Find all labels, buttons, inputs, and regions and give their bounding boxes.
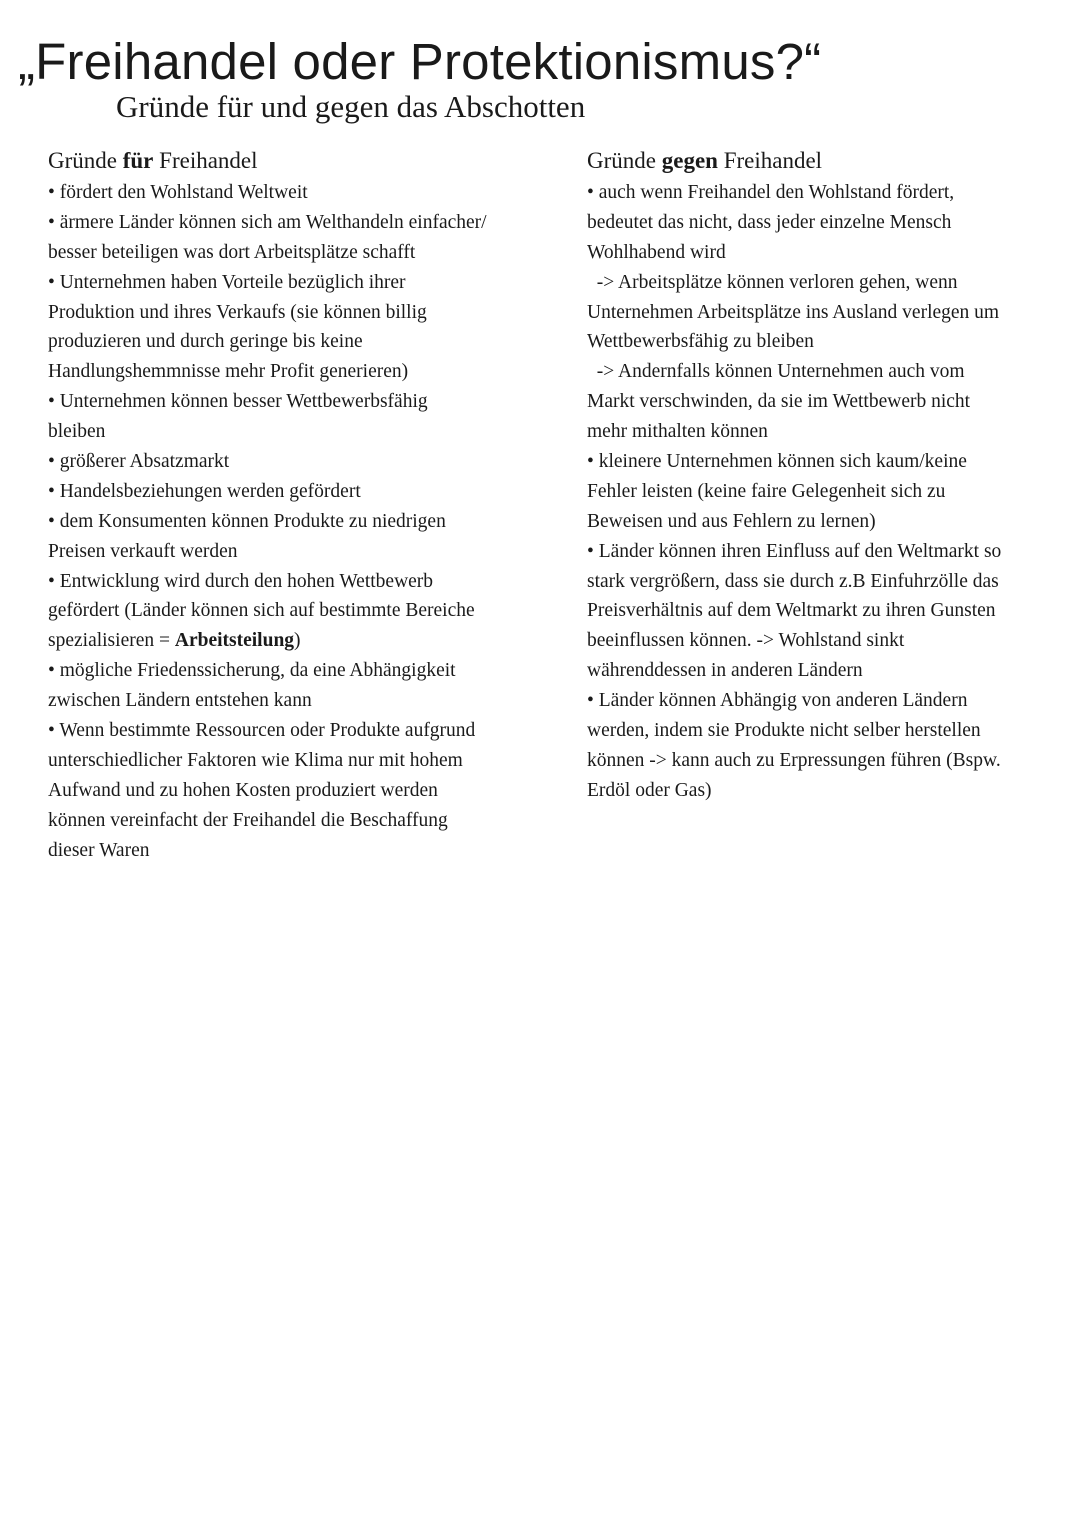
pro-freihandel-column bbox=[48, 146, 548, 865]
contra-freihandel-column bbox=[587, 146, 1037, 806]
arbeitsteilung-term: Arbeitsteilung bbox=[174, 630, 295, 652]
contra-line: Fehler leisten (keine faire Gelegenheit sich zu bbox=[587, 480, 946, 502]
contra-line: Wettbewerbsfähig zu bleiben bbox=[587, 331, 814, 353]
pro-line: • Unternehmen können besser Wettbewerbsfähig bbox=[48, 391, 428, 413]
contra-line: beeinflussen können. -> Wohlstand sinkt bbox=[587, 630, 905, 652]
contra-heading-post: Freihandel bbox=[717, 148, 823, 173]
arbeitsteilung-post: ) bbox=[294, 630, 301, 652]
pro-line: produzieren und durch geringe bis keine bbox=[48, 331, 363, 353]
contra-line: Wohlhabend wird bbox=[587, 241, 726, 263]
contra-line: bedeutet das nicht, dass jeder einzelne Mensch bbox=[587, 211, 952, 233]
contra-line: stark vergrößern, dass sie durch z.B Einfuhrzölle das bbox=[587, 570, 999, 592]
pro-line: • ärmere Länder können sich am Welthandeln einfacher/ bbox=[48, 211, 487, 233]
pro-line: • Unternehmen haben Vorteile bezüglich ihrer bbox=[48, 271, 406, 293]
contra-line: -> Andernfalls können Unternehmen auch vom bbox=[587, 361, 965, 383]
pro-line: • dem Konsumenten können Produkte zu niedrigen bbox=[48, 510, 446, 532]
contra-line: können -> kann auch zu Erpressungen führen (Bspw. bbox=[587, 749, 1001, 771]
pro-line: besser beteiligen was dort Arbeitsplätze schafft bbox=[48, 241, 416, 263]
contra-line: Beweisen und aus Fehlern zu lernen) bbox=[587, 510, 876, 532]
contra-line: • kleinere Unternehmen können sich kaum/keine bbox=[587, 451, 967, 473]
arbeitsteilung-pre: spezialisieren = bbox=[48, 630, 175, 652]
contra-line: Erdöl oder Gas) bbox=[587, 779, 712, 801]
pro-heading-post: Freihandel bbox=[153, 148, 258, 173]
contra-line: -> Arbeitsplätze können verloren gehen, wenn bbox=[587, 271, 958, 293]
pro-heading-bold: für bbox=[122, 148, 154, 173]
page-subtitle: Gründe für und gegen das Abschotten bbox=[116, 89, 586, 124]
pro-line: können vereinfacht der Freihandel die Beschaffung bbox=[48, 809, 448, 831]
contra-line: • Länder können Abhängig von anderen Ländern bbox=[587, 690, 968, 712]
page-title: „Freihandel oder Protektionismus?“ bbox=[18, 33, 822, 90]
pro-line: • mögliche Friedenssicherung, da eine Abhängigkeit bbox=[48, 660, 456, 682]
contra-heading-pre: Gründe bbox=[587, 148, 662, 173]
contra-heading bbox=[587, 146, 1037, 178]
pro-line: Aufwand und zu hohen Kosten produziert werden bbox=[48, 779, 438, 801]
pro-line: • Handelsbeziehungen werden gefördert bbox=[48, 480, 361, 502]
pro-line: Preisen verkauft werden bbox=[48, 540, 238, 562]
contra-line: mehr mithalten können bbox=[587, 421, 768, 443]
pro-line: dieser Waren bbox=[48, 839, 150, 861]
contra-line: Unternehmen Arbeitsplätze ins Ausland verlegen um bbox=[587, 301, 1000, 323]
pro-line: Handlungshemmnisse mehr Profit generieren) bbox=[48, 361, 409, 383]
contra-line: • auch wenn Freihandel den Wohlstand fördert, bbox=[587, 182, 955, 203]
contra-line: währenddessen in anderen Ländern bbox=[587, 660, 863, 682]
contra-line: werden, indem sie Produkte nicht selber herstellen bbox=[587, 720, 981, 742]
pro-line: • größerer Absatzmarkt bbox=[48, 451, 230, 473]
contra-line: • Länder können ihren Einfluss auf den Weltmarkt so bbox=[587, 540, 1002, 562]
pro-line: zwischen Ländern entstehen kann bbox=[48, 690, 312, 712]
pro-line: gefördert (Länder können sich auf bestimmte Bereiche bbox=[48, 600, 475, 622]
pro-line-arbeitsteilung bbox=[48, 626, 548, 656]
pro-heading bbox=[48, 146, 548, 178]
pro-line: Produktion und ihres Verkaufs (sie können billig bbox=[48, 301, 427, 323]
pro-line: • Entwicklung wird durch den hohen Wettbewerb bbox=[48, 570, 434, 592]
pro-line: bleiben bbox=[48, 421, 106, 443]
contra-line: Markt verschwinden, da sie im Wettbewerb nicht bbox=[587, 391, 971, 413]
pro-line: • fördert den Wohlstand Weltweit bbox=[48, 182, 308, 203]
pro-line: unterschiedlicher Faktoren wie Klima nur mit hohem bbox=[48, 749, 463, 771]
contra-heading-bold: gegen bbox=[661, 148, 718, 173]
pro-heading-pre: Gründe bbox=[48, 148, 123, 173]
contra-line: Preisverhältnis auf dem Weltmarkt zu ihren Gunsten bbox=[587, 600, 996, 622]
pro-line: • Wenn bestimmte Ressourcen oder Produkte aufgrund bbox=[48, 720, 476, 742]
